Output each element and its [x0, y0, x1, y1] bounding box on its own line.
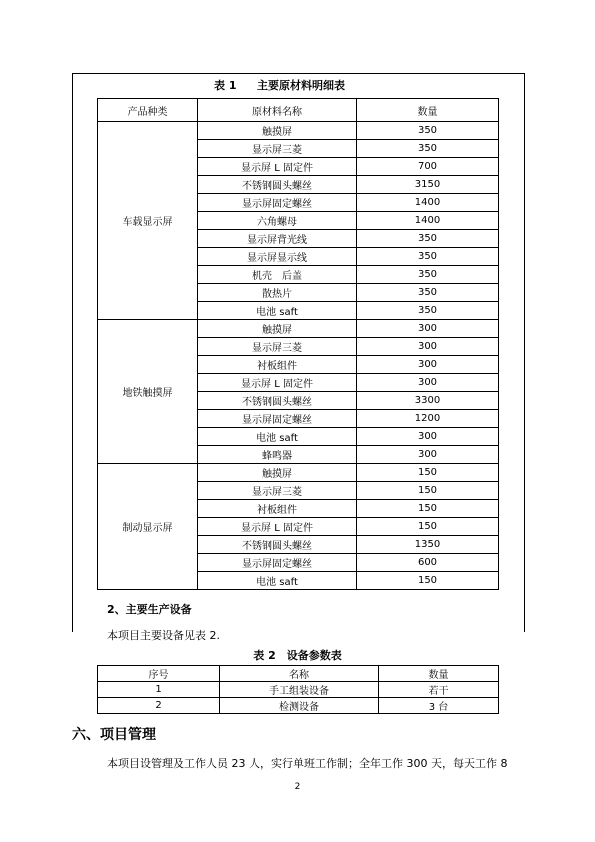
- quantity-cell: 350: [357, 248, 499, 266]
- quantity-cell: 700: [357, 158, 499, 176]
- material-name-cell: 六角螺母: [198, 212, 357, 230]
- section2-text: 本项目主要设备见表 2.: [107, 629, 220, 642]
- material-name-cell: 触摸屏: [198, 122, 357, 140]
- column-header: 原材料名称: [198, 99, 357, 122]
- quantity-cell: 若干: [379, 682, 499, 698]
- quantity-cell: 150: [357, 464, 499, 482]
- quantity-cell: 3300: [357, 392, 499, 410]
- quantity-cell: 350: [357, 122, 499, 140]
- material-name-cell: 显示屏三菱: [198, 482, 357, 500]
- quantity-cell: 150: [357, 500, 499, 518]
- equipment-table: [97, 665, 499, 714]
- material-name-cell: 散热片: [198, 284, 357, 302]
- quantity-cell: 1200: [357, 410, 499, 428]
- material-name-cell: 电池 saft: [198, 428, 357, 446]
- quantity-cell: 3 台: [379, 698, 499, 714]
- material-name-cell: 不锈钢圆头螺丝: [198, 536, 357, 554]
- quantity-cell: 1400: [357, 194, 499, 212]
- material-name-cell: 机壳 后盖: [198, 266, 357, 284]
- material-name-cell: 显示屏 L 固定件: [198, 374, 357, 392]
- quantity-cell: 150: [357, 482, 499, 500]
- section6-heading: 六、项目管理: [72, 727, 156, 743]
- product-category-cell: 车载显示屏: [98, 122, 198, 320]
- index-cell: 2: [98, 698, 220, 714]
- table-row: [98, 464, 499, 482]
- table-row: [98, 698, 499, 714]
- table1-caption-title: 主要原材料明细表: [257, 79, 345, 92]
- material-name-cell: 不锈钢圆头螺丝: [198, 392, 357, 410]
- quantity-cell: 300: [357, 428, 499, 446]
- material-name-cell: 触摸屏: [198, 464, 357, 482]
- quantity-cell: 300: [357, 338, 499, 356]
- column-header: 数量: [357, 99, 499, 122]
- section6-text: 本项目设管理及工作人员 23 人，实行单班工作制；全年工作 300 天，每天工作 8: [107, 757, 508, 770]
- material-name-cell: 显示屏三菱: [198, 140, 357, 158]
- material-name-cell: 显示屏 L 固定件: [198, 158, 357, 176]
- material-name-cell: 显示屏固定螺丝: [198, 410, 357, 428]
- product-category-cell: 地铁触摸屏: [98, 320, 198, 464]
- material-name-cell: 触摸屏: [198, 320, 357, 338]
- material-name-cell: 衬板组件: [198, 356, 357, 374]
- material-name-cell: 显示屏 L 固定件: [198, 518, 357, 536]
- equipment-name-cell: 检测设备: [220, 698, 379, 714]
- table-header-row: [98, 666, 499, 682]
- quantity-cell: 350: [357, 140, 499, 158]
- quantity-cell: 3150: [357, 176, 499, 194]
- quantity-cell: 350: [357, 302, 499, 320]
- quantity-cell: 1400: [357, 212, 499, 230]
- materials-table: [97, 98, 499, 590]
- quantity-cell: 350: [357, 230, 499, 248]
- material-name-cell: 不锈钢圆头螺丝: [198, 176, 357, 194]
- quantity-cell: 1350: [357, 536, 499, 554]
- material-name-cell: 衬板组件: [198, 500, 357, 518]
- table1-caption-label: 表 1: [214, 79, 237, 92]
- equipment-name-cell: 手工组装设备: [220, 682, 379, 698]
- table-row: [98, 682, 499, 698]
- quantity-cell: 600: [357, 554, 499, 572]
- material-name-cell: 显示屏三菱: [198, 338, 357, 356]
- column-header: 序号: [98, 666, 220, 682]
- material-name-cell: 显示屏背光线: [198, 230, 357, 248]
- quantity-cell: 300: [357, 446, 499, 464]
- section2-heading: 2、主要生产设备: [107, 603, 192, 616]
- quantity-cell: 150: [357, 518, 499, 536]
- material-name-cell: 蜂鸣器: [198, 446, 357, 464]
- quantity-cell: 300: [357, 374, 499, 392]
- column-header: 名称: [220, 666, 379, 682]
- material-name-cell: 电池 saft: [198, 302, 357, 320]
- quantity-cell: 300: [357, 320, 499, 338]
- table-row: [98, 320, 499, 338]
- column-header: 数量: [379, 666, 499, 682]
- page-number: 2: [294, 782, 301, 792]
- column-header: 产品种类: [98, 99, 198, 122]
- table-row: [98, 122, 499, 140]
- table-header-row: [98, 99, 499, 122]
- quantity-cell: 350: [357, 284, 499, 302]
- quantity-cell: 300: [357, 356, 499, 374]
- material-name-cell: 显示屏显示线: [198, 248, 357, 266]
- product-category-cell: 制动显示屏: [98, 464, 198, 590]
- table2-caption: 表 2 设备参数表: [253, 649, 342, 662]
- quantity-cell: 350: [357, 266, 499, 284]
- material-name-cell: 显示屏固定螺丝: [198, 194, 357, 212]
- quantity-cell: 150: [357, 572, 499, 590]
- material-name-cell: 电池 saft: [198, 572, 357, 590]
- index-cell: 1: [98, 682, 220, 698]
- material-name-cell: 显示屏固定螺丝: [198, 554, 357, 572]
